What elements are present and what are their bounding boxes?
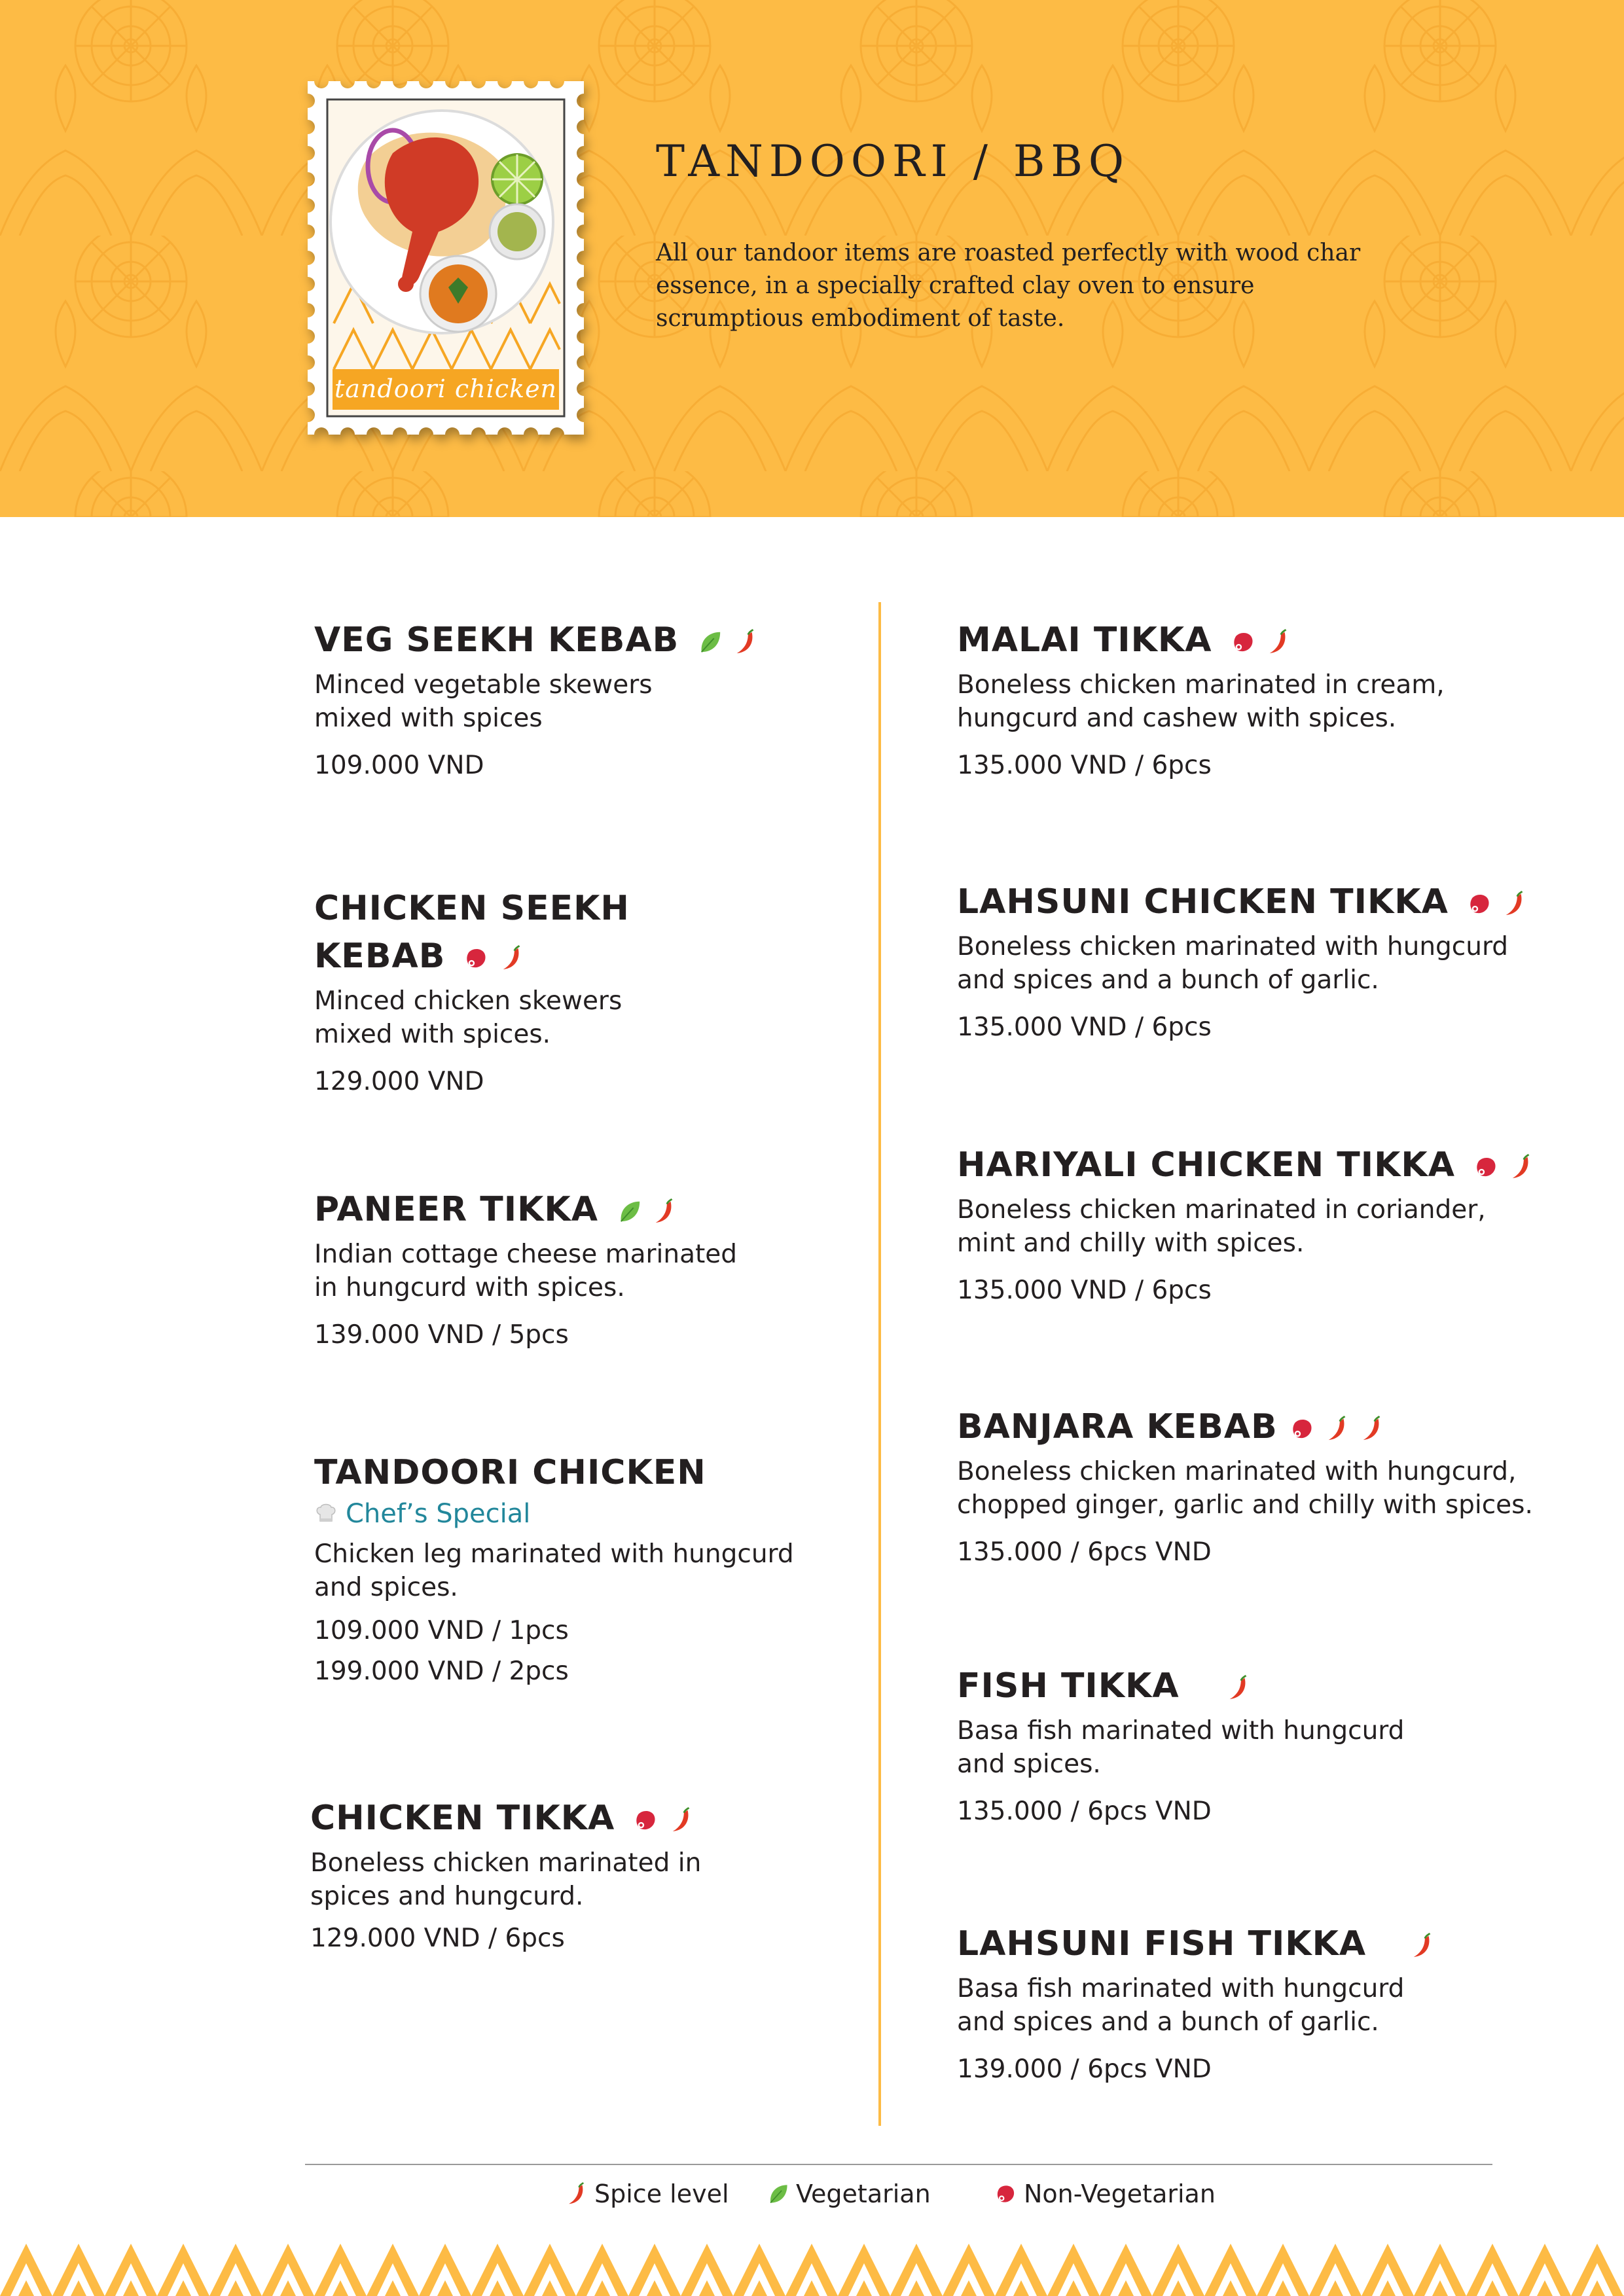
stamp-label: tandoori chicken: [334, 374, 558, 403]
menu-item-banjara-kebab: [957, 1402, 1546, 1573]
item-icons: [1293, 1404, 1384, 1450]
chilli-icon: [1360, 1414, 1384, 1443]
item-description: Basa fish marinated with hungcurd and spices.: [957, 1716, 1405, 1779]
item-name: CHICKEN SEEKH KEBAB: [314, 889, 630, 976]
item-icons: [700, 617, 757, 663]
legend-spice-label: Spice level: [594, 2179, 729, 2208]
leaf-icon: [617, 1197, 642, 1226]
menu-item-paneer-tikka: [314, 1185, 903, 1355]
menu-item-tandoori-chicken: [314, 1448, 903, 1692]
item-price: 139.000 / 6pcs VND: [957, 2054, 1212, 2084]
chilli-icon: [652, 1197, 677, 1226]
chef-special-label: Chef’s Special: [346, 1499, 531, 1529]
item-icons: [1477, 1142, 1534, 1188]
item-name: VEG SEEKH KEBAB: [314, 620, 679, 660]
item-price: 199.000 VND / 2pcs: [314, 1657, 569, 1686]
item-price: 135.000 / 6pcs VND: [957, 1537, 1212, 1567]
chilli-icon: [1226, 1674, 1251, 1702]
menu-item-fish-tikka: [957, 1661, 1546, 1832]
chilli-icon: [1410, 1931, 1435, 1960]
item-description: Indian cottage cheese marinated in hungcurd with spices.: [314, 1240, 738, 1302]
chilli-icon: [669, 1806, 694, 1835]
item-name: PANEER TIKKA: [314, 1190, 598, 1229]
item-icons: [636, 1795, 693, 1841]
item-icons: [1470, 879, 1527, 925]
meat-icon: [1231, 628, 1256, 656]
chilli-icon: [566, 2181, 588, 2207]
chef-hat-icon: [314, 1501, 338, 1525]
chilli-icon: [1325, 1414, 1350, 1443]
menu-item-chicken-tikka: [310, 1793, 899, 1959]
item-name: LAHSUNI CHICKEN TIKKA: [957, 882, 1449, 922]
item-price: 109.000 VND / 1pcs: [314, 1616, 569, 1645]
menu-item-lahsuni-chicken-tikka: [957, 877, 1546, 1048]
item-price: 135.000 VND / 6pcs: [957, 751, 1212, 780]
legend-rule: [305, 2164, 1492, 2165]
item-description: Boneless chicken marinated in spices and hungcurd.: [310, 1848, 702, 1911]
meat-icon: [1290, 1414, 1315, 1443]
item-icons: [1413, 1921, 1435, 1967]
item-description: Minced chicken skewers mixed with spices.: [314, 986, 623, 1049]
item-name: BANJARA KEBAB: [957, 1407, 1278, 1446]
item-description: Minced vegetable skewers mixed with spices: [314, 670, 653, 733]
menu-item-chicken-seekh-kebab: [314, 884, 903, 1102]
meat-icon: [464, 944, 489, 973]
page-title: TANDOORI / BBQ: [656, 136, 1130, 187]
item-icons: [1234, 617, 1291, 663]
item-price: 135.000 VND / 6pcs: [957, 1013, 1212, 1042]
legend-spice: [566, 2174, 729, 2214]
menu-item-hariyali-chicken-tikka: [957, 1140, 1546, 1311]
chef-special-badge: [314, 1496, 903, 1532]
header-banner: [0, 0, 1624, 517]
item-icons: [467, 933, 524, 979]
menu-item-malai-tikka: [957, 615, 1546, 786]
meat-icon: [995, 2181, 1017, 2207]
item-description: Boneless chicken marinated with hungcurd and spices and a bunch of garlic.: [957, 932, 1509, 995]
footer-zigzag-border: [0, 2244, 1624, 2296]
legend-veg-label: Vegetarian: [796, 2179, 931, 2208]
item-name: MALAI TIKKA: [957, 620, 1212, 660]
meat-icon: [1468, 889, 1492, 918]
item-price: 129.000 VND: [314, 1067, 484, 1096]
meat-icon: [634, 1806, 659, 1835]
item-description: Chicken leg marinated with hungcurd and spices.: [314, 1539, 794, 1602]
item-name: TANDOORI CHICKEN: [314, 1453, 706, 1492]
item-name: LAHSUNI FISH TIKKA: [957, 1924, 1367, 1964]
item-price: 109.000 VND: [314, 751, 484, 780]
leaf-icon: [767, 2181, 789, 2207]
item-name: CHICKEN TIKKA: [310, 1799, 615, 1838]
item-name: FISH TIKKA: [957, 1666, 1180, 1706]
item-price: 139.000 VND / 5pcs: [314, 1320, 569, 1350]
item-description: Basa fish marinated with hungcurd and spices and a bunch of garlic.: [957, 1974, 1405, 2037]
chilli-icon: [499, 944, 524, 973]
meat-icon: [1474, 1153, 1499, 1181]
item-description: Boneless chicken marinated with hungcurd, chopped ginger, garlic and chilly with spices.: [957, 1457, 1533, 1520]
chilli-icon: [1266, 628, 1291, 656]
item-price: 129.000 VND / 6pcs: [310, 1924, 565, 1953]
item-icons: [620, 1187, 677, 1232]
item-description: Boneless chicken marinated in cream, hungcurd and cashew with spices.: [957, 670, 1445, 733]
item-price: 135.000 / 6pcs VND: [957, 1797, 1212, 1826]
item-price: 135.000 VND / 6pcs: [957, 1276, 1212, 1305]
page-intro: All our tandoor items are roasted perfectly with wood char essence, in a specially crafted clay oven to ensure scrumptious embodiment of taste.: [656, 240, 1361, 332]
legend-non-veg: [995, 2174, 1216, 2214]
chilli-icon: [733, 628, 758, 656]
item-icons: [1229, 1663, 1251, 1709]
legend-veg: [767, 2174, 931, 2214]
menu-item-lahsuni-fish-tikka: [957, 1919, 1546, 2090]
item-name: HARIYALI CHICKEN TIKKA: [957, 1145, 1455, 1185]
chilli-icon: [1502, 889, 1527, 918]
menu-item-veg-seekh-kebab: [314, 615, 903, 786]
legend-non-veg-label: Non-Vegetarian: [1024, 2179, 1216, 2208]
chilli-icon: [1509, 1153, 1534, 1181]
tandoori-chicken-stamp: [308, 81, 584, 435]
leaf-icon: [698, 628, 723, 656]
item-description: Boneless chicken marinated in coriander, mint and chilly with spices.: [957, 1195, 1486, 1258]
